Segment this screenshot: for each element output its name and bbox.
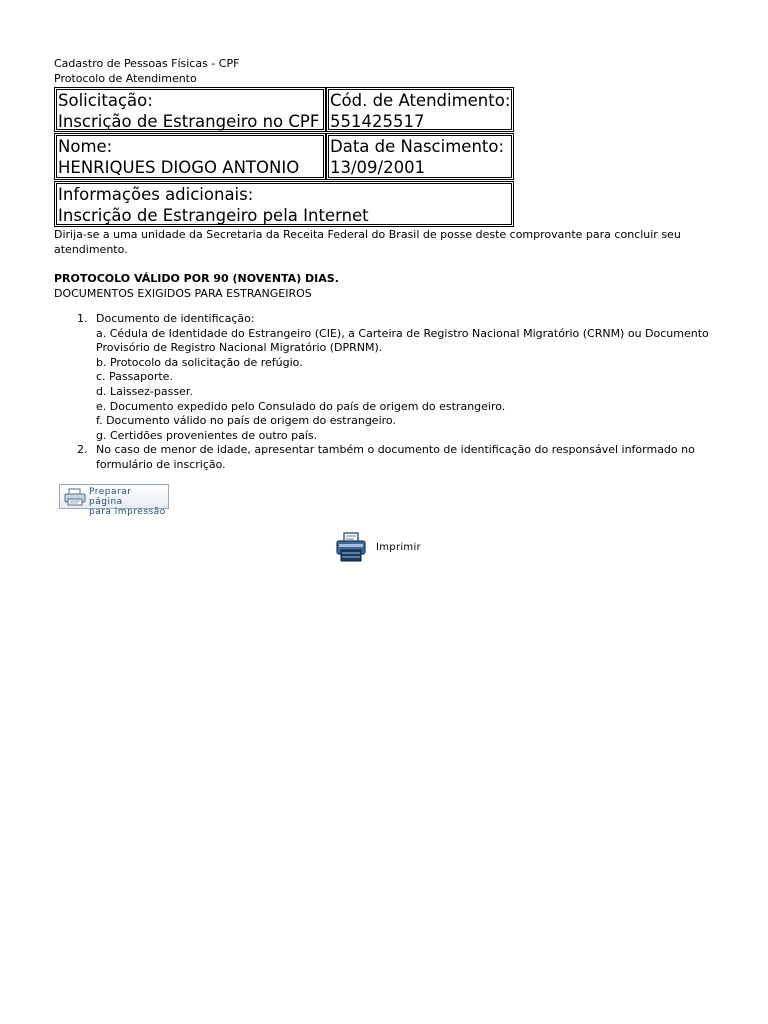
list-subitem: f. Documento válido no país de origem do estrangeiro. <box>96 414 396 428</box>
solicitacao-value: Inscrição de Estrangeiro no CPF <box>58 112 320 131</box>
prepare-print-label-line2: para impressão <box>89 507 166 517</box>
list-item-title: No caso de menor de idade, apresentar também o documento de identificação do responsável informado no formulário de inscrição. <box>96 443 695 471</box>
codigo-atendimento-box <box>326 87 514 132</box>
printer-icon <box>336 532 366 562</box>
documents-title: DOCUMENTOS EXIGIDOS PARA ESTRANGEIROS <box>54 287 312 300</box>
list-item-number: 2. <box>77 443 88 457</box>
nome-box <box>54 133 326 180</box>
printer-page-icon <box>64 488 86 506</box>
list-subitem: c. Passaporte. <box>96 370 173 384</box>
prepare-print-label-line1: Preparar página <box>89 487 132 507</box>
data-nascimento-label: Data de Nascimento: <box>330 137 505 156</box>
list-item <box>54 312 714 443</box>
list-subitem: a. Cédula de Identidade do Estrangeiro (CIE), a Carteira de Registro Nacional Migratório (CRNM) ou Documento Provisório de Registro Nacional Migratório (DPRNM). <box>96 326 709 355</box>
list-subitem: g. Certidões provenientes de outro país. <box>96 428 318 442</box>
print-button[interactable] <box>336 532 428 562</box>
nome-value: HENRIQUES DIOGO ANTONIO <box>58 158 300 177</box>
informacoes-adicionais-box <box>54 181 514 227</box>
data-nascimento-box <box>326 133 514 180</box>
prepare-print-label <box>89 487 168 517</box>
list-item-title: Documento de identificação: <box>96 312 255 325</box>
informacoes-adicionais-label: Informações adicionais: <box>58 185 254 204</box>
print-label: Imprimir <box>376 542 421 553</box>
list-subitem: d. Laissez-passer. <box>96 384 193 398</box>
notice-text: Dirija-se a uma unidade da Secretaria da Receita Federal do Brasil de posse deste comprovante para concluir seu atendimento. <box>54 228 681 256</box>
codigo-atendimento-value: 551425517 <box>330 112 425 131</box>
header-system-title: Cadastro de Pessoas Físicas - CPF <box>54 57 240 70</box>
list-item <box>54 443 714 472</box>
validity-notice: PROTOCOLO VÁLIDO POR 90 (NOVENTA) DIAS. <box>54 272 339 285</box>
data-nascimento-value: 13/09/2001 <box>330 158 426 177</box>
nome-label: Nome: <box>58 137 113 156</box>
list-subitem: e. Documento expedido pelo Consulado do país de origem do estrangeiro. <box>96 399 506 413</box>
header-protocol-title: Protocolo de Atendimento <box>54 71 197 85</box>
informacoes-adicionais-value: Inscrição de Estrangeiro pela Internet <box>58 206 369 225</box>
codigo-atendimento-label: Cód. de Atendimento: <box>330 91 511 110</box>
documents-list <box>54 312 714 473</box>
list-subitem: b. Protocolo da solicitação de refúgio. <box>96 355 303 369</box>
page-header <box>54 57 239 86</box>
prepare-print-button[interactable] <box>59 484 169 517</box>
solicitacao-label: Solicitação: <box>58 91 153 110</box>
solicitacao-box <box>54 87 326 132</box>
list-item-number: 1. <box>77 312 88 325</box>
